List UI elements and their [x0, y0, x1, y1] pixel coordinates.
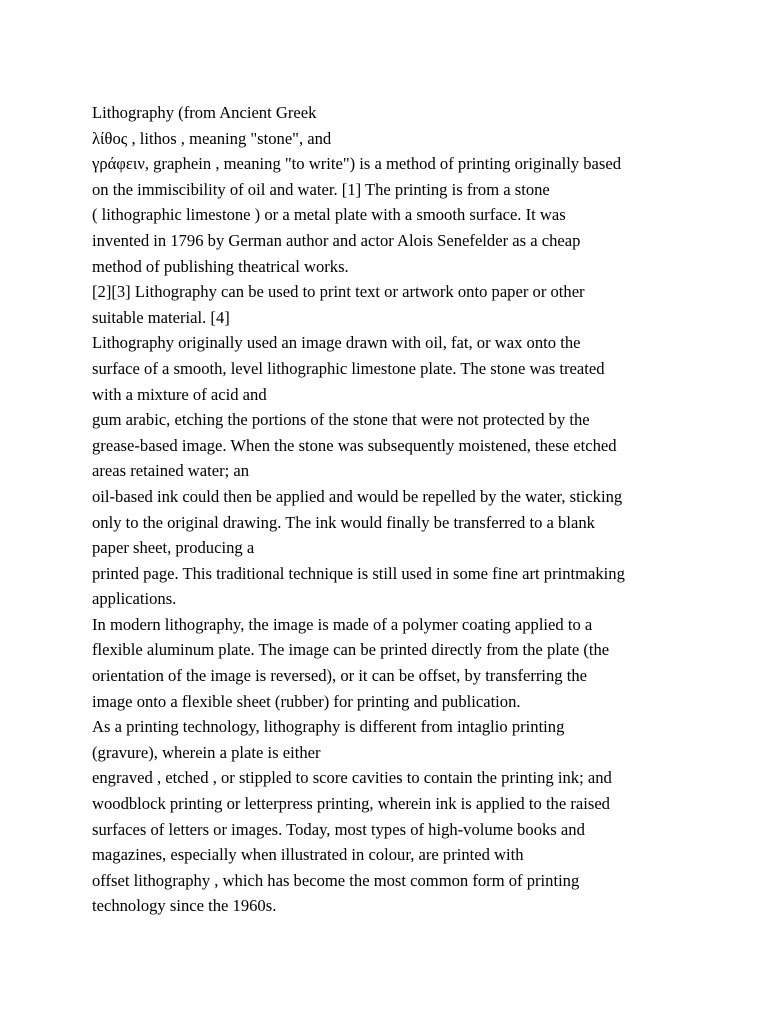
- text-line: only to the original drawing. The ink would finally be transferred to a blank: [92, 512, 595, 532]
- text-line: woodblock printing or letterpress printing, wherein ink is applied to the raised: [92, 794, 610, 814]
- text-line: oil-based ink could then be applied and would be repelled by the water, sticking: [92, 486, 623, 506]
- text-line: Lithography (from Ancient Greek: [92, 103, 317, 122]
- text-line: on the immiscibility of oil and water. [1] The printing is from a stone: [92, 179, 550, 199]
- text-line: (gravure), wherein a plate is either: [92, 742, 321, 762]
- text-line: printed page. This traditional technique is still used in some fine art printmaking: [92, 563, 625, 583]
- text-line: magazines, especially when illustrated in colour, are printed with: [92, 845, 524, 865]
- text-line: offset lithography , which has become the most common form of printing: [92, 870, 580, 890]
- text-line: areas retained water; an: [92, 461, 250, 481]
- text-line: applications.: [92, 589, 177, 609]
- text-line: ( lithographic limestone ) or a metal plate with a smooth surface. It was: [92, 205, 566, 225]
- text-line: technology since the 1960s.: [92, 896, 277, 916]
- text-line: [2][3] Lithography can be used to print text or artwork onto paper or other: [92, 282, 585, 302]
- text-line: surface of a smooth, level lithographic limestone plate. The stone was treated: [92, 358, 605, 378]
- text-line: method of publishing theatrical works.: [92, 256, 349, 276]
- text-line: orientation of the image is reversed), or it can be offset, by transferring the: [92, 666, 588, 686]
- text-line: invented in 1796 by German author and actor Alois Senefelder as a cheap: [92, 230, 581, 250]
- text-line: surfaces of letters or images. Today, most types of high-volume books and: [92, 819, 585, 839]
- text-line: λίθος , lithos , meaning "stone", and: [92, 128, 332, 148]
- text-line: As a printing technology, lithography is different from intaglio printing: [92, 717, 565, 737]
- text-line: Lithography originally used an image drawn with oil, fat, or wax onto the: [92, 333, 581, 353]
- text-line: grease-based image. When the stone was subsequently moistened, these etched: [92, 435, 617, 455]
- text-line: engraved , etched , or stippled to score cavities to contain the printing ink; and: [92, 768, 612, 788]
- text-line: with a mixture of acid and: [92, 384, 267, 404]
- text-line: gum arabic, etching the portions of the stone that were not protected by the: [92, 410, 590, 430]
- text-line: suitable material. [4]: [92, 307, 230, 327]
- text-line: In modern lithography, the image is made of a polymer coating applied to a: [92, 614, 593, 634]
- text-line: paper sheet, producing a: [92, 538, 255, 558]
- text-line: γράφειν, graphein , meaning "to write") is a method of printing originally based: [92, 154, 622, 174]
- text-line: image onto a flexible sheet (rubber) for printing and publication.: [92, 691, 521, 711]
- body-text: [92, 100, 732, 919]
- text-line: flexible aluminum plate. The image can be printed directly from the plate (the: [92, 640, 610, 660]
